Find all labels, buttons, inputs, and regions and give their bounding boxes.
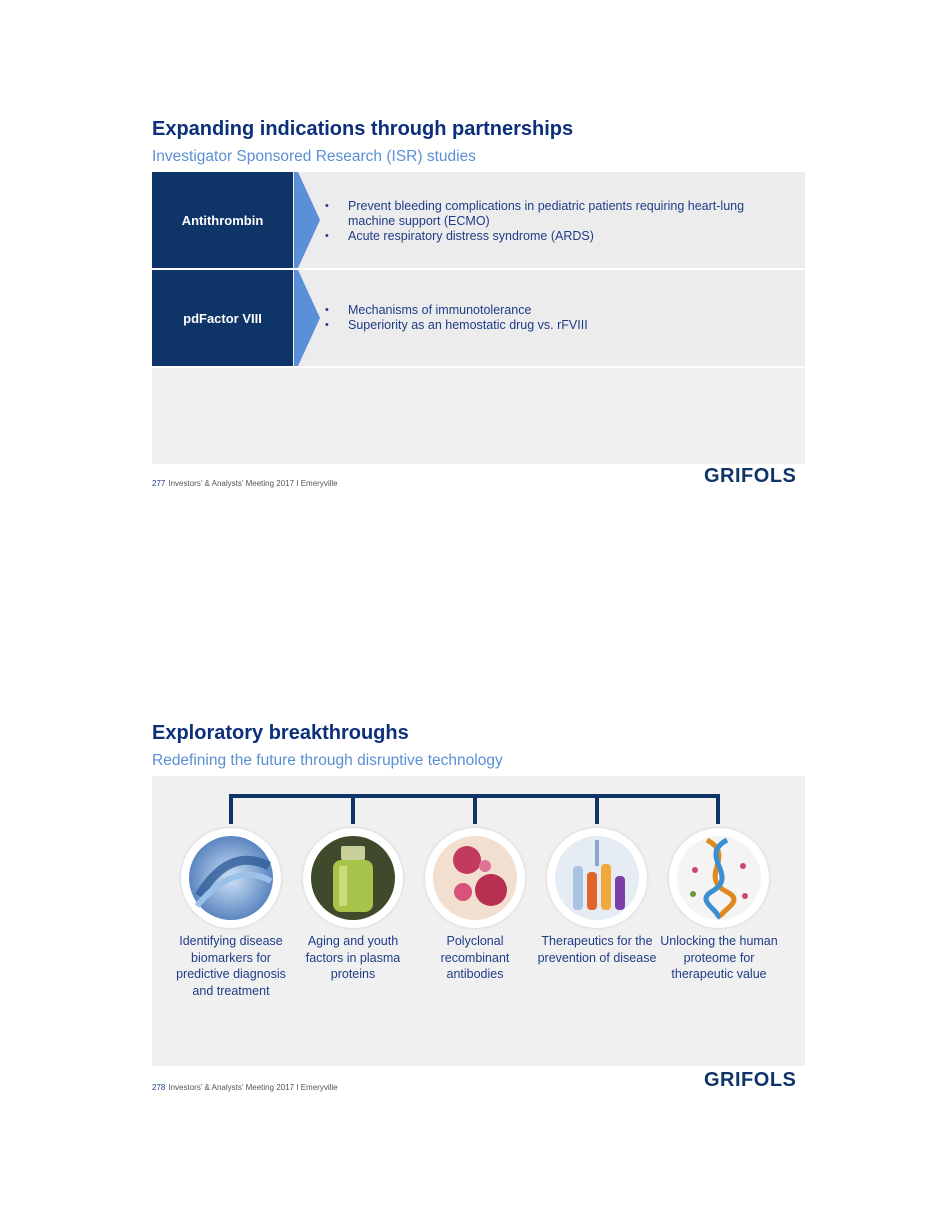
slide-title: Expanding indications through partnerships [152, 118, 574, 140]
page-number: 278 [152, 1083, 166, 1092]
footer-text: Investors’ & Analysts’ Meeting 2017 I Emeryville [168, 1083, 338, 1092]
slide-footer [152, 479, 338, 488]
row-label: pdFactor VIII [152, 270, 293, 366]
bullet-item: • Mechanisms of immunotolerance [325, 303, 788, 318]
slide-title: Exploratory breakthroughs [152, 722, 409, 744]
bullet-list [325, 303, 788, 333]
item-caption: Aging and youth factors in plasma proteins [305, 934, 401, 981]
footer-text: Investors’ & Analysts’ Meeting 2017 I Emeryville [168, 479, 338, 488]
chevron-right-icon [294, 270, 320, 366]
slide-subtitle: Redefining the future through disruptive technology [152, 752, 503, 769]
grifols-logo: GRIFOLS [704, 465, 797, 487]
page-number: 277 [152, 479, 166, 488]
breakthroughs-panel [152, 776, 805, 1066]
study-row-pdfactor-viii [152, 270, 805, 366]
double-helix-icon [669, 828, 769, 928]
bullet-item: • Prevent bleeding complications in pediatric patients requiring heart-lung machine support (ECMO) [325, 199, 788, 229]
row-label: Antithrombin [152, 172, 293, 268]
test-tubes-icon [547, 828, 647, 928]
grifols-logo: GRIFOLS [704, 1069, 797, 1091]
chevron-right-icon [294, 172, 320, 268]
item-caption: Unlocking the human proteome for therapeutic value [660, 934, 778, 981]
bullet-item: • Acute respiratory distress syndrome (ARDS) [325, 229, 788, 244]
row-divider [152, 366, 805, 368]
antibody-molecule-icon [425, 828, 525, 928]
slide-subtitle: Investigator Sponsored Research (ISR) studies [152, 148, 476, 165]
study-row-antithrombin [152, 172, 805, 268]
item-caption: Therapeutics for the prevention of disease [537, 934, 657, 965]
dna-strand-icon [181, 828, 281, 928]
slide-footer [152, 1083, 338, 1092]
item-caption: Identifying disease biomarkers for predictive diagnosis and treatment [176, 934, 286, 998]
connector-tree [152, 776, 805, 836]
bullet-item: • Superiority as an hemostatic drug vs. rFVIII [325, 318, 788, 333]
isr-studies-panel [152, 172, 805, 464]
item-caption: Polyclonal recombinant antibodies [440, 934, 510, 981]
plasma-vial-icon [303, 828, 403, 928]
bullet-list [325, 199, 788, 244]
